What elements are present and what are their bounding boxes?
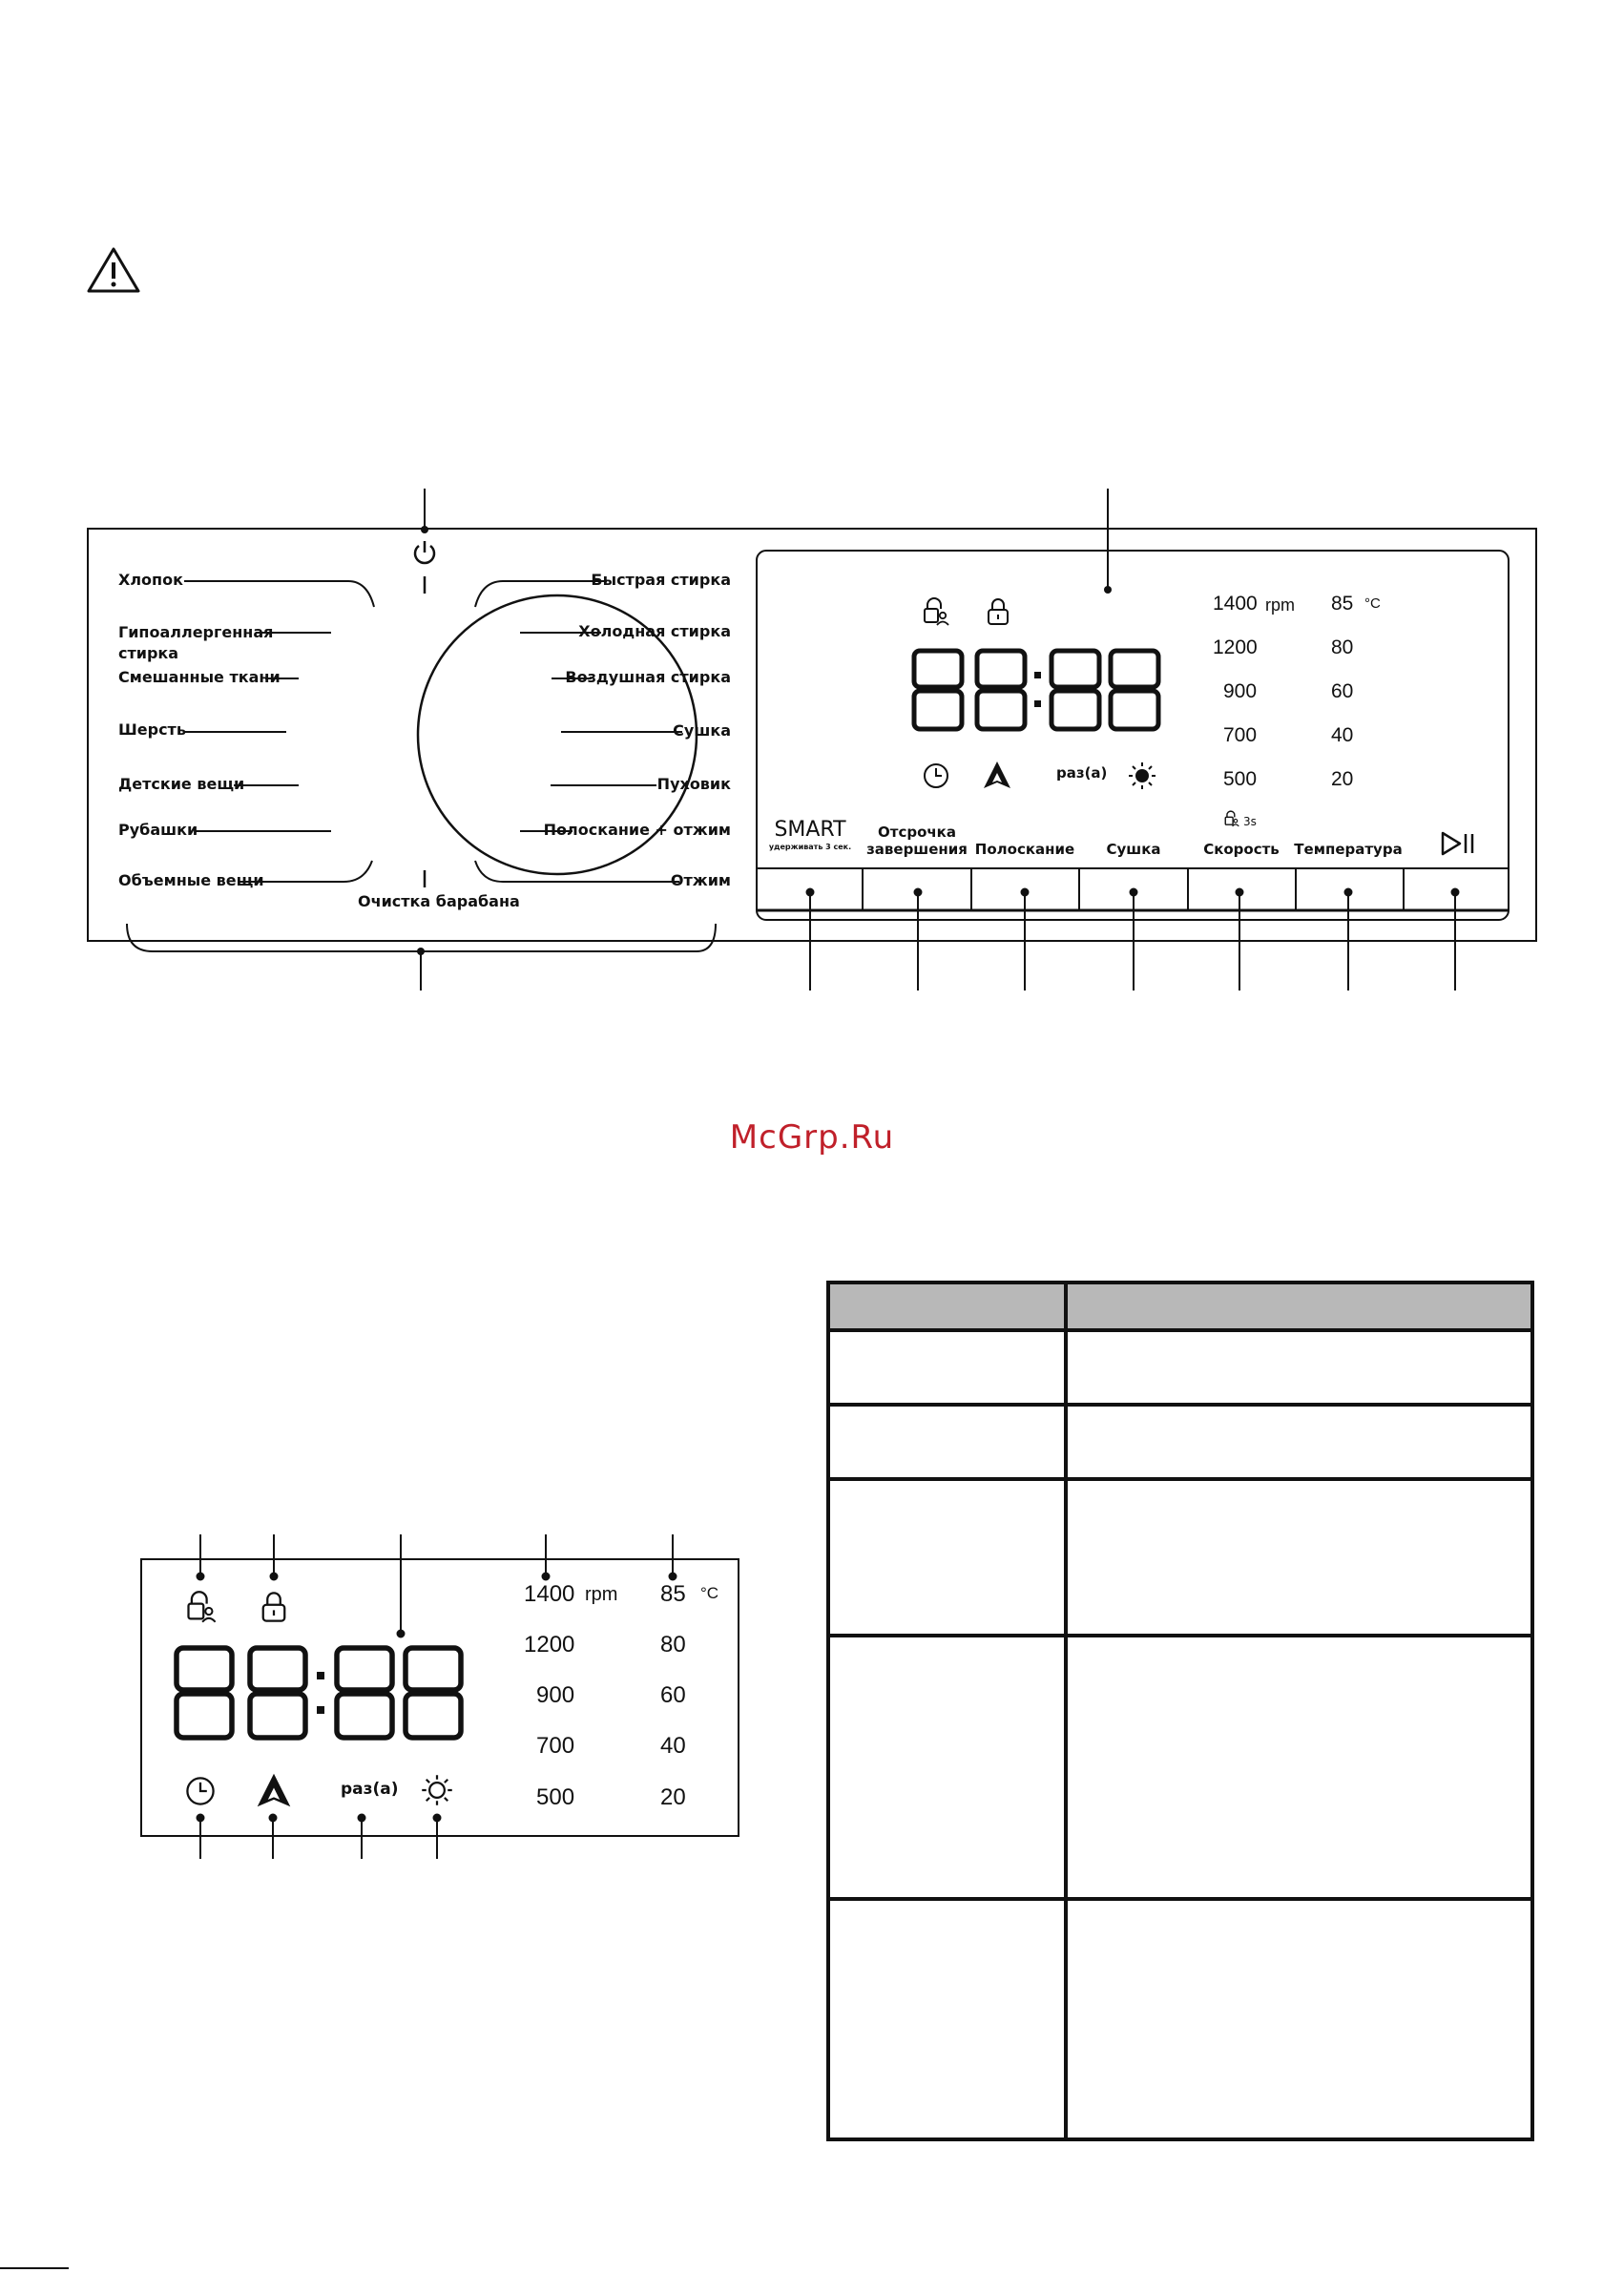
speed-value: 1200 [524,1632,575,1658]
smart-label: SMART [774,818,846,842]
table-cell [1066,1899,1532,2139]
temp-value: 80 [660,1632,686,1658]
temp-value: 40 [1331,724,1354,746]
play-pause-icon[interactable] [1439,830,1477,857]
temp-value: 60 [660,1682,686,1708]
speed-value: 500 [1223,768,1258,790]
page-edge-line [0,2267,69,2269]
table-cell [828,1899,1066,2139]
table-cell [828,1330,1066,1405]
program-air[interactable]: Воздушная стирка [565,668,731,686]
child-lock-icon [922,596,950,627]
table-row [828,1405,1532,1479]
program-mixed[interactable]: Смешанные ткани [118,668,281,686]
table-cell [828,1479,1066,1636]
times-label: раз(а) [341,1780,399,1799]
temp-value: 20 [660,1784,686,1810]
program-hypoallergenic[interactable]: Гипоаллергенная стирка [118,623,274,662]
dry-button[interactable]: Сушка [1106,841,1161,858]
delay-timer-icon [184,1775,217,1807]
table-header-row [828,1282,1532,1330]
speed-value: 700 [536,1733,575,1759]
auto-icon [981,760,1013,790]
child-lock-hint: 3s [1243,815,1257,828]
table-cell [828,1636,1066,1899]
sun-icon [1127,761,1157,791]
speed-value: 500 [536,1784,575,1810]
program-down[interactable]: Пуховик [656,775,731,793]
temp-value: 40 [660,1733,686,1759]
temp-value: 85 [1331,593,1354,615]
speed-value: 900 [536,1682,575,1708]
rinse-button[interactable]: Полоскание [974,841,1075,858]
table-header-cell [1066,1282,1532,1330]
door-lock-icon [260,1590,288,1624]
sun-outline-icon [420,1773,454,1807]
temp-unit: °C [1364,595,1381,612]
speed-unit: rpm [585,1584,618,1605]
program-dry[interactable]: Сушка [673,721,731,740]
speed-button[interactable]: Скорость [1203,841,1280,858]
speed-value: 900 [1223,680,1258,702]
delay-end-button[interactable]: Отсрочка завершения [866,824,968,858]
temp-value: 60 [1331,680,1354,702]
power-icon[interactable] [410,538,439,567]
speed-unit: rpm [1265,595,1295,615]
smart-button[interactable] [759,819,862,853]
watermark: McGrp.Ru [729,1118,895,1157]
table-cell [1066,1405,1532,1479]
speed-value: 1200 [1213,636,1258,658]
speed-value: 700 [1223,724,1258,746]
temp-value: 80 [1331,636,1354,658]
program-spin[interactable]: Отжим [670,871,731,889]
table-row [828,1479,1532,1636]
program-rinse-spin[interactable]: Полоскание + отжим [543,821,731,839]
table-row [828,1636,1532,1899]
delay-timer-icon [922,761,950,790]
temp-value: 85 [660,1581,686,1607]
temp-value: 20 [1331,768,1354,790]
program-quick[interactable]: Быстрая стирка [591,571,731,589]
speed-value: 1400 [524,1581,575,1607]
time-display [908,647,1164,733]
temp-unit: °C [700,1584,719,1602]
child-lock-icon [185,1590,218,1624]
time-display [170,1643,468,1742]
smart-sub: удерживать 3 сек. [768,843,852,851]
program-wool[interactable]: Шерсть [118,720,186,739]
program-cotton[interactable]: Хлопок [118,571,183,589]
temperature-button[interactable]: Температура [1294,841,1403,858]
program-cold[interactable]: Холодная стирка [578,622,731,640]
door-lock-icon [986,596,1010,627]
table-cell [1066,1330,1532,1405]
times-label: раз(а) [1056,764,1108,782]
program-drum-clean[interactable]: Очистка барабана [358,892,520,910]
child-lock-hint-icon [1223,810,1240,827]
table-cell [1066,1479,1532,1636]
table-row [828,1330,1532,1405]
auto-icon [254,1771,294,1809]
table-cell [828,1405,1066,1479]
table-cell [1066,1636,1532,1899]
table-row [828,1899,1532,2139]
description-table [826,1281,1534,2141]
program-bulky[interactable]: Объемные вещи [118,871,264,889]
table-header-cell [828,1282,1066,1330]
program-kids[interactable]: Детские вещи [118,775,245,793]
speed-value: 1400 [1213,593,1258,615]
program-shirts[interactable]: Рубашки [118,821,198,839]
